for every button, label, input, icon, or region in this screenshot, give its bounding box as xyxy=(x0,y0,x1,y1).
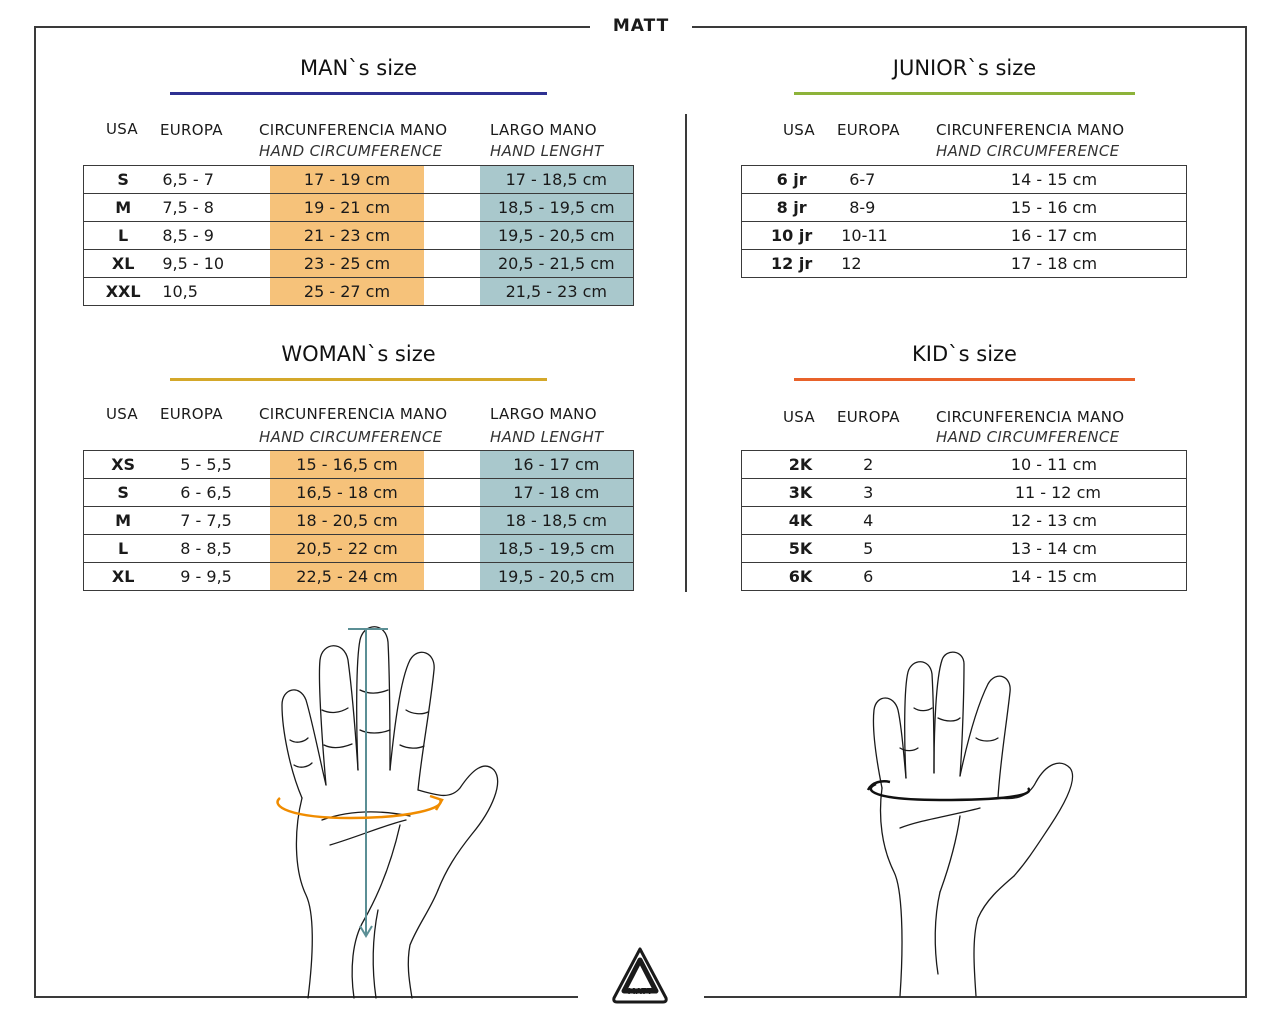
circumference-cell: 23 - 25 cm xyxy=(270,250,424,278)
europa-cell: 5 - 5,5 xyxy=(162,451,270,479)
junior-title-underline xyxy=(794,92,1135,95)
kid-size-title: KID`s size xyxy=(912,342,1017,366)
spacer-cell xyxy=(424,278,480,306)
junior-header-usa: USA xyxy=(783,121,815,139)
usa-cell: XL xyxy=(84,563,163,591)
spacer-cell xyxy=(424,222,480,250)
length-cell: 19,5 - 20,5 cm xyxy=(480,563,634,591)
europa-cell: 7,5 - 8 xyxy=(162,194,270,222)
woman-header-usa: USA xyxy=(106,405,138,423)
length-cell: 18,5 - 19,5 cm xyxy=(480,194,634,222)
table-row xyxy=(84,563,634,591)
table-row xyxy=(742,194,1187,222)
length-cell: 19,5 - 20,5 cm xyxy=(480,222,634,250)
europa-cell: 3 xyxy=(859,479,951,507)
usa-cell: 3K xyxy=(742,479,860,507)
man-header-len-sub: HAND LENGHT xyxy=(490,142,604,160)
circumference-cell: 14 - 15 cm xyxy=(951,563,1187,591)
usa-cell: 2K xyxy=(742,451,860,479)
kid-size-table xyxy=(741,450,1187,591)
circumference-cell: 25 - 27 cm xyxy=(270,278,424,306)
matt-logo-icon xyxy=(609,946,671,1008)
woman-size-table xyxy=(83,450,634,591)
junior-header-europa: EUROPA xyxy=(837,121,900,139)
circumference-cell: 17 - 18 cm xyxy=(951,250,1187,278)
usa-cell: 8 jr xyxy=(742,194,842,222)
table-row xyxy=(84,535,634,563)
woman-title-underline xyxy=(170,378,547,381)
circumference-cell: 17 - 19 cm xyxy=(270,166,424,194)
kid-title-underline xyxy=(794,378,1135,381)
circumference-cell: 15 - 16,5 cm xyxy=(270,451,424,479)
table-row xyxy=(84,194,634,222)
brand-wordmark: MATT xyxy=(612,16,670,36)
man-header-len: LARGO MANO xyxy=(490,121,597,139)
table-row xyxy=(742,222,1187,250)
man-header-circ: CIRCUNFERENCIA MANO xyxy=(259,121,448,139)
europa-cell: 8-9 xyxy=(841,194,951,222)
spacer-cell xyxy=(424,451,480,479)
spacer-cell xyxy=(424,563,480,591)
table-row xyxy=(84,451,634,479)
circumference-cell: 12 - 13 cm xyxy=(951,507,1187,535)
woman-header-circ-sub: HAND CIRCUMFERENCE xyxy=(259,428,443,446)
length-cell: 18,5 - 19,5 cm xyxy=(480,535,634,563)
kid-header-circ: CIRCUNFERENCIA MANO xyxy=(936,408,1125,426)
kid-hand-measure-illustration xyxy=(860,648,1080,998)
table-row xyxy=(84,278,634,306)
woman-header-circ: CIRCUNFERENCIA MANO xyxy=(259,405,448,423)
table-row xyxy=(742,166,1187,194)
junior-size-table xyxy=(741,165,1187,278)
usa-cell: L xyxy=(84,222,163,250)
europa-cell: 9 - 9,5 xyxy=(162,563,270,591)
europa-cell: 8 - 8,5 xyxy=(162,535,270,563)
europa-cell: 6 - 6,5 xyxy=(162,479,270,507)
kid-header-usa: USA xyxy=(783,408,815,426)
europa-cell: 8,5 - 9 xyxy=(162,222,270,250)
usa-cell: S xyxy=(84,479,163,507)
usa-cell: M xyxy=(84,507,163,535)
man-header-usa: USA xyxy=(106,120,138,138)
circumference-cell: 14 - 15 cm xyxy=(951,166,1187,194)
length-cell: 17 - 18,5 cm xyxy=(480,166,634,194)
spacer-cell xyxy=(424,166,480,194)
europa-cell: 9,5 - 10 xyxy=(162,250,270,278)
woman-size-title: WOMAN`s size xyxy=(281,342,436,366)
junior-header-circ-sub: HAND CIRCUMFERENCE xyxy=(936,142,1120,160)
man-header-circ-sub: HAND CIRCUMFERENCE xyxy=(259,142,443,160)
europa-cell: 7 - 7,5 xyxy=(162,507,270,535)
circumference-cell: 16,5 - 18 cm xyxy=(270,479,424,507)
length-cell: 16 - 17 cm xyxy=(480,451,634,479)
europa-cell: 10-11 xyxy=(841,222,951,250)
europa-cell: 6-7 xyxy=(841,166,951,194)
woman-header-len-sub: HAND LENGHT xyxy=(490,428,604,446)
europa-cell: 5 xyxy=(859,535,951,563)
woman-header-len: LARGO MANO xyxy=(490,405,597,423)
usa-cell: 12 jr xyxy=(742,250,842,278)
circumference-cell: 22,5 - 24 cm xyxy=(270,563,424,591)
table-row xyxy=(742,563,1187,591)
usa-cell: 4K xyxy=(742,507,860,535)
usa-cell: 10 jr xyxy=(742,222,842,250)
usa-cell: S xyxy=(84,166,163,194)
europa-cell: 12 xyxy=(841,250,951,278)
europa-cell: 2 xyxy=(859,451,951,479)
usa-cell: 6K xyxy=(742,563,860,591)
spacer-cell xyxy=(424,194,480,222)
circumference-cell: 13 - 14 cm xyxy=(951,535,1187,563)
europa-cell: 10,5 xyxy=(162,278,270,306)
length-cell: 17 - 18 cm xyxy=(480,479,634,507)
logo-text: MATT xyxy=(627,987,653,996)
europa-cell: 6,5 - 7 xyxy=(162,166,270,194)
woman-header-europa: EUROPA xyxy=(160,405,223,423)
man-size-title: MAN`s size xyxy=(299,56,418,80)
circumference-cell: 18 - 20,5 cm xyxy=(270,507,424,535)
circumference-cell: 20,5 - 22 cm xyxy=(270,535,424,563)
circumference-cell: 16 - 17 cm xyxy=(951,222,1187,250)
table-row xyxy=(84,479,634,507)
man-header-europa: EUROPA xyxy=(160,121,223,139)
man-title-underline xyxy=(170,92,547,95)
center-divider xyxy=(685,114,687,592)
spacer-cell xyxy=(424,535,480,563)
table-row xyxy=(742,479,1187,507)
junior-header-circ: CIRCUNFERENCIA MANO xyxy=(936,121,1125,139)
length-cell: 21,5 - 23 cm xyxy=(480,278,634,306)
spacer-cell xyxy=(424,507,480,535)
circumference-cell: 10 - 11 cm xyxy=(951,451,1187,479)
usa-cell: XS xyxy=(84,451,163,479)
circumference-cell: 21 - 23 cm xyxy=(270,222,424,250)
table-row xyxy=(742,451,1187,479)
usa-cell: XL xyxy=(84,250,163,278)
table-row xyxy=(84,250,634,278)
europa-cell: 6 xyxy=(859,563,951,591)
table-row xyxy=(84,507,634,535)
man-size-table xyxy=(83,165,634,306)
adult-hand-measure-illustration xyxy=(260,620,510,1000)
junior-size-title: JUNIOR`s size xyxy=(892,56,1037,80)
table-row xyxy=(742,250,1187,278)
table-row xyxy=(84,166,634,194)
usa-cell: 5K xyxy=(742,535,860,563)
circumference-cell: 19 - 21 cm xyxy=(270,194,424,222)
table-row xyxy=(742,535,1187,563)
spacer-cell xyxy=(424,250,480,278)
kid-header-circ-sub: HAND CIRCUMFERENCE xyxy=(936,428,1120,446)
usa-cell: XXL xyxy=(84,278,163,306)
spacer-cell xyxy=(424,479,480,507)
kid-header-europa: EUROPA xyxy=(837,408,900,426)
europa-cell: 4 xyxy=(859,507,951,535)
usa-cell: 6 jr xyxy=(742,166,842,194)
table-row xyxy=(742,507,1187,535)
usa-cell: L xyxy=(84,535,163,563)
circumference-cell: 15 - 16 cm xyxy=(951,194,1187,222)
table-row xyxy=(84,222,634,250)
circumference-cell: 11 - 12 cm xyxy=(951,479,1187,507)
length-cell: 18 - 18,5 cm xyxy=(480,507,634,535)
usa-cell: M xyxy=(84,194,163,222)
length-cell: 20,5 - 21,5 cm xyxy=(480,250,634,278)
